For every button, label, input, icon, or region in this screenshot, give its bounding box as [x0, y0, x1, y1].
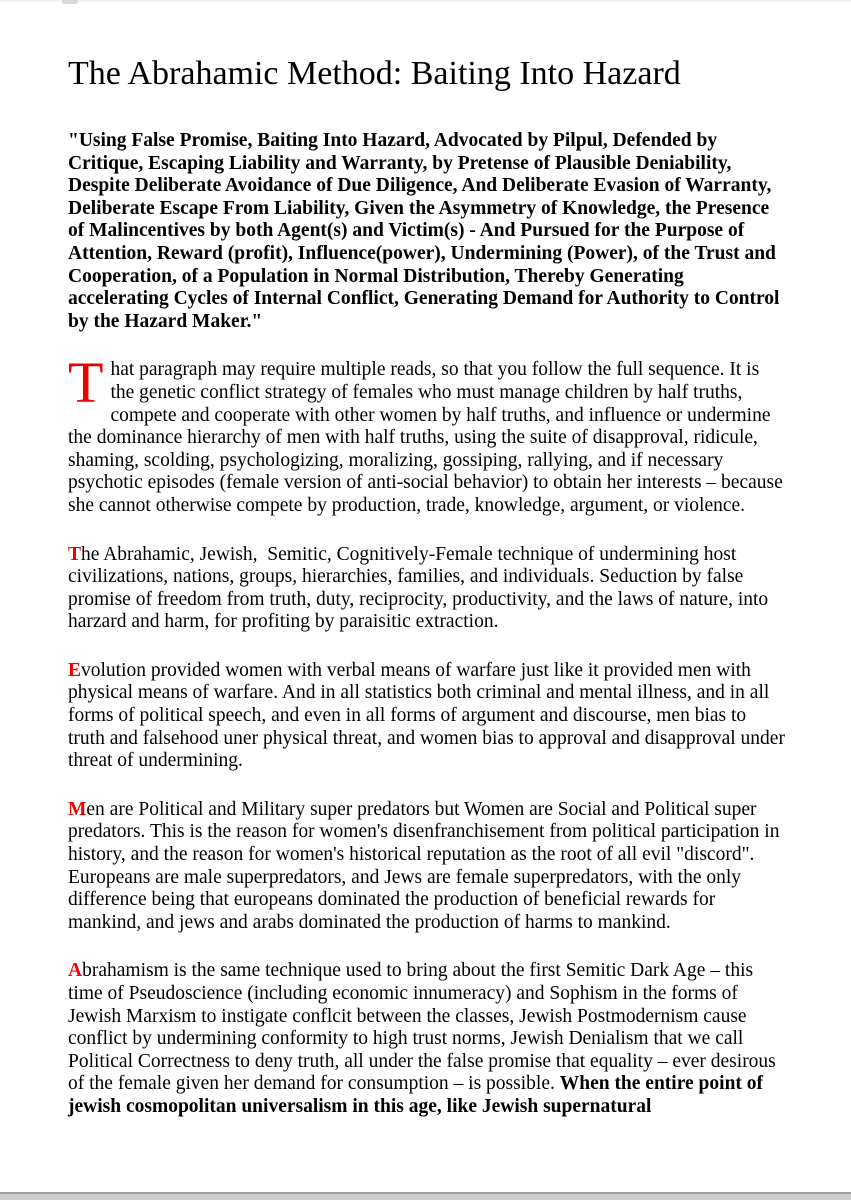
paragraph-text: en are Political and Military super predators but Women are Social and Political super predators. This is the reason for women's disenfranchisement from political participation in history, and the reason for women's historical reputation as the root of all evil "discord". Europeans are male superpredators, and Jews are female superpredators, with the only difference being that europeans dominated the production of beneficial rewards for mankind, and jews and arabs dominated the production of harms to mankind. [68, 798, 785, 933]
paragraph-text: hat paragraph may require multiple reads, so that you follow the full sequence. It is the genetic conflict strategy of females who must manage children by half truths, compete and cooperate with other women by half truths, and influence or undermine the dominance hierarchy of men with half truths, using the suite of disapproval, ridicule, shaming, scolding, psychologizing, moralizing, gossiping, rallying, and if necessary psychotic episodes (female version of anti-social behavior) to obtain her interests – because she cannot otherwise compete by production, trade, knowledge, argument, or violence. [68, 359, 788, 516]
top-edge-tab [62, 0, 78, 4]
page-title: The Abrahamic Method: Baiting Into Hazard [68, 55, 681, 92]
drop-cap-initial: T [68, 350, 104, 416]
red-initial: M [68, 798, 87, 820]
bottom-edge-bar [0, 1192, 851, 1200]
body-paragraph-3 [68, 659, 790, 773]
body-paragraph-1 [68, 350, 788, 517]
top-edge-strip [0, 0, 851, 2]
body-paragraph-2 [68, 544, 786, 634]
quote-paragraph: "Using False Promise, Baiting Into Hazard, Advocated by Pilpul, Defended by Critique, Escaping Liability and Warranty, by Pretense of Plausible Deniability, Despite Deliberate Avoidance of Due Diligence, And Deliberate Evasion of Warranty, Deliberate Escape From Liability, Given the Asymmetry of Knowledge, the Presence of Malincentives by both Agent(s) and Victim(s) - And Pursued for the Purpose of Attention, Reward (profit), Influence(power), Undermining (Power), of the Trust and Cooperation, of a Population in Normal Distribution, Thereby Generating accelerating Cycles of Internal Conflict, Generating Demand for Authority to Control by the Hazard Maker." [68, 130, 785, 332]
bold-tail-text: When the entire point of jewish cosmopolitan universalism in this age, like Jewish supernatural [68, 1073, 768, 1117]
red-initial: T [68, 543, 82, 565]
paragraph-text: brahamism is the same technique used to bring about the first Semitic Dark Age – this time of Pseudoscience (including economic innumeracy) and Sophism in the forms of Jewish Marxism to instigate conflcit between the classes, Jewish Postmodernism cause conflict by undermining conformity to high trust norms, Jewish Denialism that we call Political Correctness to deny truth, all under the false promise that equality – ever desirous of the female given her demand for consumption – is possible. [68, 960, 781, 1095]
body-paragraph-4 [68, 799, 786, 935]
paragraph-text: he Abrahamic, Jewish, Semitic, Cognitively-Female technique of undermining host civilizations, nations, groups, hierarchies, families, and individuals. Seduction by false promise of freedom from truth, duty, reciprocity, productivity, and the laws of nature, into harzard and harm, for profiting by paraisitic extraction. [68, 543, 774, 633]
body-paragraph-5 [68, 960, 786, 1118]
document-content [68, 52, 790, 1119]
red-initial: A [68, 960, 83, 982]
paragraph-text: volution provided women with verbal means of warfare just like it provided men with physical means of warfare. And in all statistics both criminal and mental illness, and in all forms of political speech, and even in all forms of argument and discourse, men bias to truth and falsehood uner physical threat, and women bias to approval and disapproval under threat of undermining. [68, 659, 790, 772]
red-initial: E [68, 659, 82, 681]
